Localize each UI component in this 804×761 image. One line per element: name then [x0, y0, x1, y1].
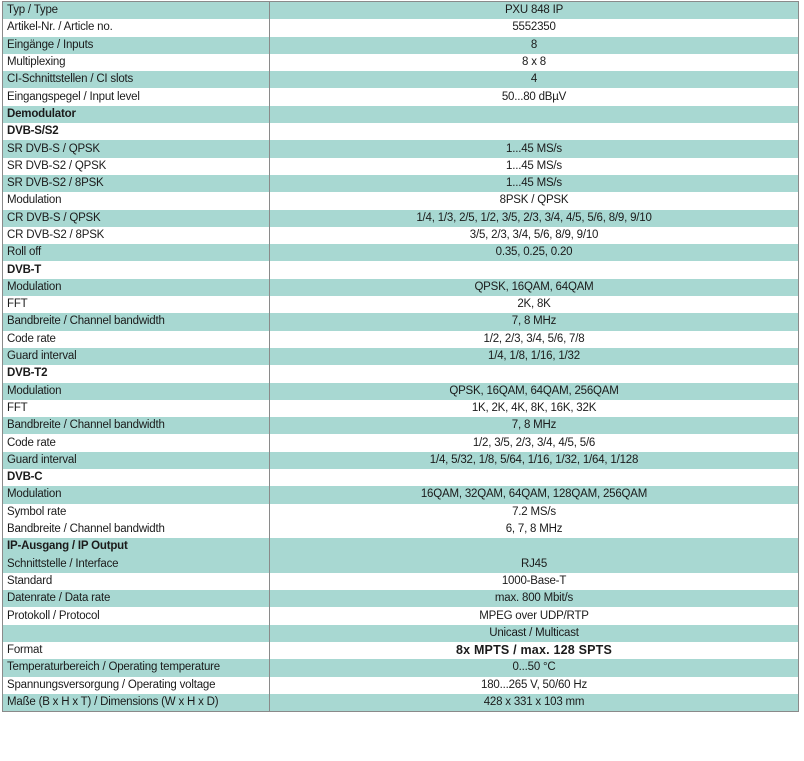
spec-value: 1...45 MS/s: [270, 158, 799, 175]
spec-value: 8PSK / QPSK: [270, 192, 799, 209]
spec-row: [3, 227, 799, 244]
spec-value: QPSK, 16QAM, 64QAM, 256QAM: [270, 383, 799, 400]
spec-value: PXU 848 IP: [270, 2, 799, 20]
spec-row: [3, 521, 799, 538]
spec-row: [3, 37, 799, 54]
section-title: DVB-T: [3, 261, 270, 278]
spec-row: [3, 210, 799, 227]
spec-row: [3, 590, 799, 607]
spec-table-body: [3, 2, 799, 712]
section-title: DVB-T2: [3, 365, 270, 382]
spec-label: FFT: [3, 296, 270, 313]
spec-label: Schnittstelle / Interface: [3, 556, 270, 573]
spec-label: Standard: [3, 573, 270, 590]
spec-label: Spannungsversorgung / Operating voltage: [3, 677, 270, 694]
spec-row: [3, 625, 799, 642]
spec-label: [3, 625, 270, 642]
spec-label: Bandbreite / Channel bandwidth: [3, 521, 270, 538]
spec-row: [3, 677, 799, 694]
spec-value: RJ45: [270, 556, 799, 573]
spec-value: 3/5, 2/3, 3/4, 5/6, 8/9, 9/10: [270, 227, 799, 244]
spec-row: [3, 331, 799, 348]
spec-value: 50...80 dBµV: [270, 88, 799, 105]
spec-label: Modulation: [3, 192, 270, 209]
spec-row: [3, 573, 799, 590]
spec-value: 1...45 MS/s: [270, 175, 799, 192]
spec-label: Roll off: [3, 244, 270, 261]
spec-value: 1/4, 1/8, 1/16, 1/32: [270, 348, 799, 365]
spec-value: 1K, 2K, 4K, 8K, 16K, 32K: [270, 400, 799, 417]
spec-label: Guard interval: [3, 348, 270, 365]
spec-value: [270, 106, 799, 123]
spec-row: [3, 348, 799, 365]
spec-label: CR DVB-S / QPSK: [3, 210, 270, 227]
section-header-row: [3, 365, 799, 382]
spec-value: 0...50 °C: [270, 659, 799, 676]
spec-value: QPSK, 16QAM, 64QAM: [270, 279, 799, 296]
spec-row: [3, 296, 799, 313]
spec-value: 1/2, 2/3, 3/4, 5/6, 7/8: [270, 331, 799, 348]
section-header-row: [3, 106, 799, 123]
spec-value: [270, 469, 799, 486]
spec-value: 8: [270, 37, 799, 54]
spec-value: [270, 365, 799, 382]
spec-label: CR DVB-S2 / 8PSK: [3, 227, 270, 244]
spec-row: [3, 417, 799, 434]
spec-value: 1/4, 1/3, 2/5, 1/2, 3/5, 2/3, 3/4, 4/5, 5/6, 8/9, 9/10: [270, 210, 799, 227]
spec-value: 0.35, 0.25, 0.20: [270, 244, 799, 261]
spec-value: MPEG over UDP/RTP: [270, 607, 799, 624]
spec-label: Protokoll / Protocol: [3, 607, 270, 624]
spec-value: 4: [270, 71, 799, 88]
spec-value: [270, 261, 799, 278]
section-title: IP-Ausgang / IP Output: [3, 538, 270, 555]
spec-label: Format: [3, 642, 270, 659]
spec-label: Modulation: [3, 486, 270, 503]
spec-label: Symbol rate: [3, 504, 270, 521]
spec-label: Bandbreite / Channel bandwidth: [3, 313, 270, 330]
spec-value: 7.2 MS/s: [270, 504, 799, 521]
spec-label: Modulation: [3, 383, 270, 400]
spec-label: SR DVB-S / QPSK: [3, 140, 270, 157]
spec-row: [3, 400, 799, 417]
spec-row: [3, 556, 799, 573]
spec-value: 16QAM, 32QAM, 64QAM, 128QAM, 256QAM: [270, 486, 799, 503]
spec-value: Unicast / Multicast: [270, 625, 799, 642]
spec-value: 6, 7, 8 MHz: [270, 521, 799, 538]
spec-value: 8 x 8: [270, 54, 799, 71]
spec-row: [3, 383, 799, 400]
spec-label: CI-Schnittstellen / CI slots: [3, 71, 270, 88]
spec-row: [3, 88, 799, 105]
section-header-row: [3, 538, 799, 555]
spec-label: Bandbreite / Channel bandwidth: [3, 417, 270, 434]
spec-label: Code rate: [3, 331, 270, 348]
spec-row: [3, 694, 799, 712]
spec-label: Temperaturbereich / Operating temperature: [3, 659, 270, 676]
spec-label: Multiplexing: [3, 54, 270, 71]
spec-value: [270, 538, 799, 555]
spec-row: [3, 192, 799, 209]
section-title: DVB-S/S2: [3, 123, 270, 140]
section-header-row: [3, 123, 799, 140]
spec-value: 5552350: [270, 19, 799, 36]
spec-label: Modulation: [3, 279, 270, 296]
spec-label: SR DVB-S2 / 8PSK: [3, 175, 270, 192]
spec-row: [3, 54, 799, 71]
spec-value: 7, 8 MHz: [270, 313, 799, 330]
spec-value: 2K, 8K: [270, 296, 799, 313]
spec-label: Artikel-Nr. / Article no.: [3, 19, 270, 36]
spec-row: [3, 279, 799, 296]
spec-row: [3, 504, 799, 521]
spec-value: [270, 123, 799, 140]
spec-label: Eingänge / Inputs: [3, 37, 270, 54]
spec-row: [3, 659, 799, 676]
spec-row: [3, 607, 799, 624]
spec-value: 1...45 MS/s: [270, 140, 799, 157]
spec-row: [3, 244, 799, 261]
spec-value: max. 800 Mbit/s: [270, 590, 799, 607]
spec-label: Maße (B x H x T) / Dimensions (W x H x D): [3, 694, 270, 712]
spec-row: [3, 140, 799, 157]
spec-row: [3, 19, 799, 36]
spec-value: 1/2, 3/5, 2/3, 3/4, 4/5, 5/6: [270, 434, 799, 451]
spec-table: [2, 1, 799, 712]
spec-label: Eingangspegel / Input level: [3, 88, 270, 105]
spec-label: Typ / Type: [3, 2, 270, 20]
section-header-row: [3, 261, 799, 278]
spec-row: [3, 158, 799, 175]
spec-row: [3, 313, 799, 330]
spec-label: Guard interval: [3, 452, 270, 469]
section-header-row: [3, 469, 799, 486]
spec-value: 7, 8 MHz: [270, 417, 799, 434]
spec-row: [3, 642, 799, 659]
spec-label: FFT: [3, 400, 270, 417]
spec-row: [3, 175, 799, 192]
spec-value: 1000-Base-T: [270, 573, 799, 590]
section-title: DVB-C: [3, 469, 270, 486]
spec-value: 8x MPTS / max. 128 SPTS: [270, 642, 799, 659]
spec-row: [3, 452, 799, 469]
spec-row: [3, 434, 799, 451]
section-title: Demodulator: [3, 106, 270, 123]
spec-row: [3, 71, 799, 88]
spec-row: [3, 486, 799, 503]
spec-label: Code rate: [3, 434, 270, 451]
spec-label: Datenrate / Data rate: [3, 590, 270, 607]
spec-value: 180...265 V, 50/60 Hz: [270, 677, 799, 694]
spec-label: SR DVB-S2 / QPSK: [3, 158, 270, 175]
spec-row: [3, 2, 799, 20]
spec-value: 1/4, 5/32, 1/8, 5/64, 1/16, 1/32, 1/64, 1/128: [270, 452, 799, 469]
spec-value: 428 x 331 x 103 mm: [270, 694, 799, 712]
